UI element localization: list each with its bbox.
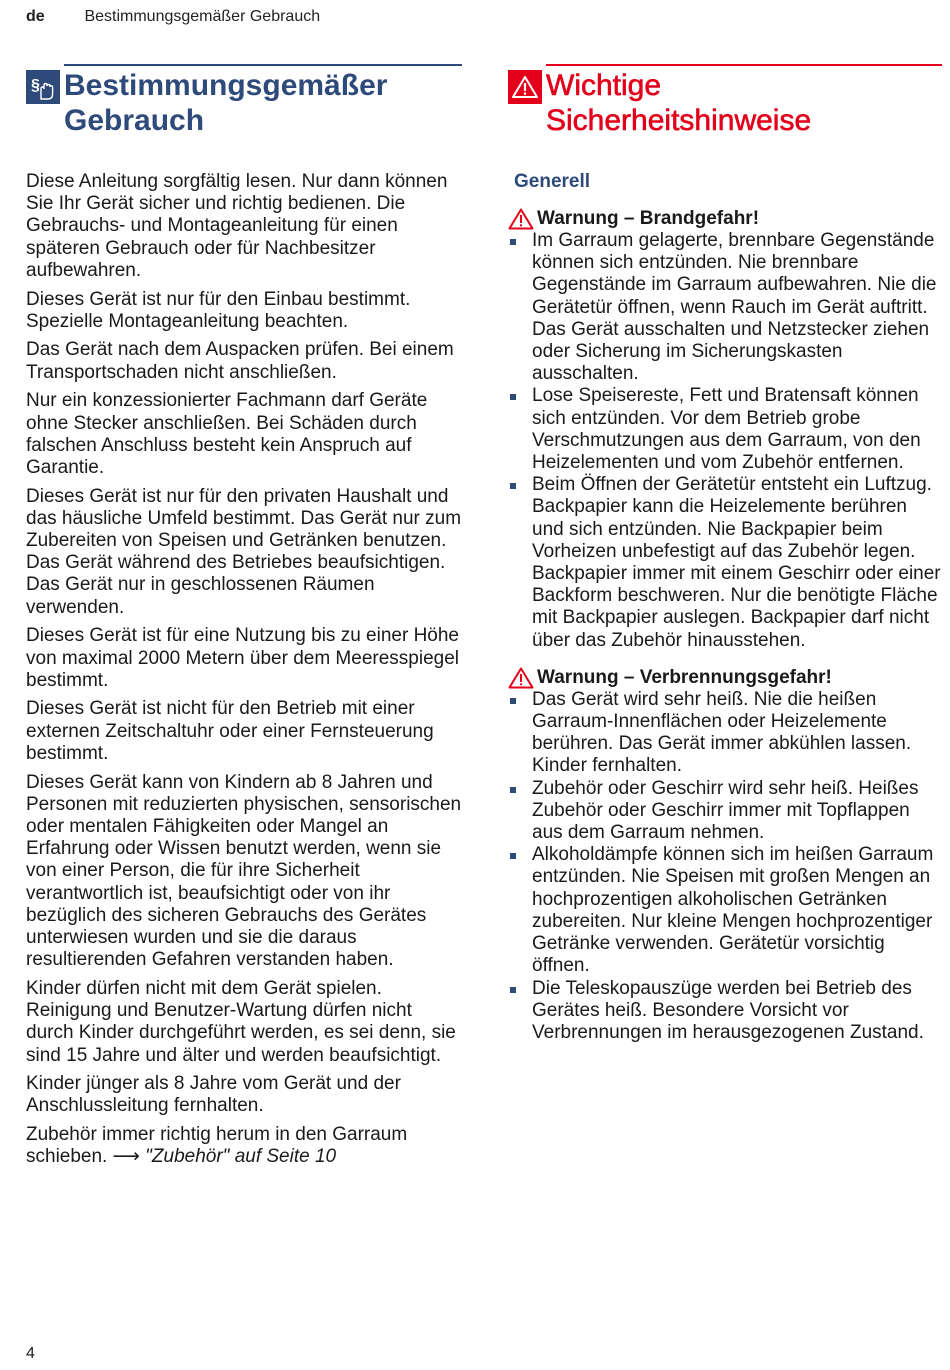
list-item <box>508 778 942 845</box>
title-line-1: Bestimmungsgemäßer <box>64 69 388 102</box>
section-heading <box>26 68 462 138</box>
safety-column <box>508 64 942 1044</box>
paragraph: Dieses Gerät ist nur für den Einbau bestimmt. Spezielle Montageanleitung beachten. <box>26 288 411 332</box>
list-item-text: Alkoholdämpfe können sich im heißen Garraum entzünden. Nie Speisen mit großen Mengen an hochprozentigen alkoholischen Getränken zubereiten. Nur kleine Mengen hochprozentiger Getränke verwenden. Gerätetür vorsichtig öffnen. <box>532 844 934 977</box>
list-item <box>508 978 942 1045</box>
title-line-2: Gebrauch <box>64 104 205 137</box>
paragraph: Dieses Gerät ist nur für den privaten Haushalt und das häusliche Umfeld bestimmt. Das Gerät nur zum Zubereiten von Speisen und Getränken benutzen. Das Gerät während des Betriebes beaufsichtigen. Das Gerät nur in geschlossenen Räumen verwenden. <box>26 485 462 618</box>
section-heading <box>508 68 942 138</box>
warning-triangle-icon <box>508 70 542 104</box>
page-title <box>546 68 811 138</box>
paragraph-text: Zubehör immer richtig herum in den Garraum schieben. <box>26 1124 408 1168</box>
paragraph: Dieses Gerät ist nicht für den Betrieb mit einer externen Zeitschaltuhr oder einer Fernsteuerung bestimmt. <box>26 698 434 764</box>
running-section-title: Bestimmungsgemäßer Gebrauch <box>84 8 321 25</box>
warning-triangle-icon <box>508 667 534 689</box>
list-item <box>508 689 942 778</box>
arrow-right-icon: ⟶ <box>112 1146 140 1168</box>
bullet-square-icon <box>510 787 516 793</box>
section-rule <box>546 64 942 66</box>
paragraph: Nur ein konzessionierter Fachmann darf Geräte ohne Stecker anschließen. Bei Schäden durch falschen Anschluss besteht kein Anspruch auf Garantie. <box>26 390 428 478</box>
paragraph: Dieses Gerät ist für eine Nutzung bis zu einer Höhe von maximal 2000 Metern über dem Meeresspiegel bestimmt. <box>26 625 459 691</box>
page-number: 4 <box>26 1345 35 1362</box>
paragraph-with-reference <box>26 1124 462 1168</box>
list-item-text: Lose Speisereste, Fett und Bratensaft können sich entzünden. Vor dem Betrieb grobe Verschmutzungen aus dem Garraum, von den Heizelementen und vom Zubehör entfernen. <box>532 385 921 474</box>
title-line-1: Wichtige <box>546 69 662 102</box>
warning-list-fire <box>508 230 942 652</box>
bullet-square-icon <box>510 853 516 859</box>
warning-title: Warnung – Brandgefahr! <box>537 208 760 229</box>
list-item <box>508 385 942 474</box>
warning-triangle-icon <box>508 208 534 230</box>
paragraph: Dieses Gerät kann von Kindern ab 8 Jahren und Personen mit reduzierten physischen, sensorischen oder mentalen Fähigkeiten oder Mangel an Erfahrung oder Wissen benutzt werden, wenn sie von einer Person, die für ihre Sicherheit verantwortlich ist, beaufsichtigt oder von ihr bezüglich des sicheren Gebrauchs des Gerätes unterwiesen wurden und sie die daraus resultierenden Gefahren verstanden haben. <box>26 771 462 971</box>
paragraph: Das Gerät nach dem Auspacken prüfen. Bei einem Transportschaden nicht anschließen. <box>26 339 454 383</box>
cross-reference-link[interactable]: "Zubehör" auf Seite 10 <box>139 1146 337 1168</box>
bullet-square-icon <box>510 239 516 245</box>
list-item <box>508 844 942 977</box>
warning-title: Warnung – Verbrennungsgefahr! <box>537 666 832 688</box>
title-line-2: Sicherheitshinweise <box>546 104 812 137</box>
paragraph-hand-icon <box>26 70 60 104</box>
subheading-general: Generell <box>514 171 591 192</box>
list-item-text: Die Teleskopauszüge werden bei Betrieb des Gerätes heiß. Besondere Vorsicht vor Verbrennungen im herausgezogenen Zustand. <box>532 977 924 1043</box>
section-rule <box>64 64 462 66</box>
bullet-square-icon <box>510 987 516 993</box>
paragraph: Diese Anleitung sorgfältig lesen. Nur dann können Sie Ihr Gerät sicher und richtig bedienen. Die Gebrauchs- und Montageanleitung für einen späteren Gebrauch oder für Nachbesitzer aufbewahren. <box>26 171 448 281</box>
warning-heading-burn <box>508 667 942 689</box>
language-code: de <box>26 8 45 25</box>
page-header <box>26 8 320 26</box>
svg-text:§: § <box>31 77 40 94</box>
paragraph: Kinder jünger als 8 Jahre vom Gerät und der Anschlussleitung fernhalten. <box>26 1073 401 1117</box>
intended-use-column <box>26 64 462 1175</box>
bullet-square-icon <box>510 698 516 704</box>
list-item <box>508 230 942 385</box>
list-item-text: Zubehör oder Geschirr wird sehr heiß. Heißes Zubehör oder Geschirr immer mit Topflappen aus dem Garraum nehmen. <box>532 777 919 844</box>
paragraph: Kinder dürfen nicht mit dem Gerät spielen. Reinigung und Benutzer-Wartung dürfen nicht durch Kinder durchgeführt werden, es sei denn, sie sind 15 Jahre und älter und werden beaufsichtigt. <box>26 977 456 1066</box>
list-item-text: Beim Öffnen der Gerätetür entsteht ein Luftzug. Backpapier kann die Heizelemente berühren und sich entzünden. Nie Backpapier beim Vorheizen unbefestigt auf das Zubehör legen. Backpapier immer mit einem Geschirr oder einer Backform beschweren. Nur die benötigte Fläche mit Backpapier auslegen. Backpapier darf nicht über das Zubehör hinausstehen. <box>532 474 941 651</box>
page-title <box>64 68 387 138</box>
list-item-text: Das Gerät wird sehr heiß. Nie die heißen Garraum-Innenflächen oder Heizelemente berühren. Das Gerät immer abkühlen lassen. Kinder fernhalten. <box>532 688 912 777</box>
bullet-square-icon <box>510 483 516 489</box>
bullet-square-icon <box>510 394 516 400</box>
warning-list-burn <box>508 689 942 1044</box>
list-item <box>508 474 942 652</box>
list-item-text: Im Garraum gelagerte, brennbare Gegenstände können sich entzünden. Nie brennbare Gegenstände im Garraum aufbewahren. Nie die Gerätetür öffnen, wenn Rauch im Gerät auftritt. Das Gerät ausschalten und Netzstecker ziehen oder Sicherung im Sicherungskasten ausschalten. <box>532 230 937 385</box>
warning-heading-fire <box>508 208 942 230</box>
